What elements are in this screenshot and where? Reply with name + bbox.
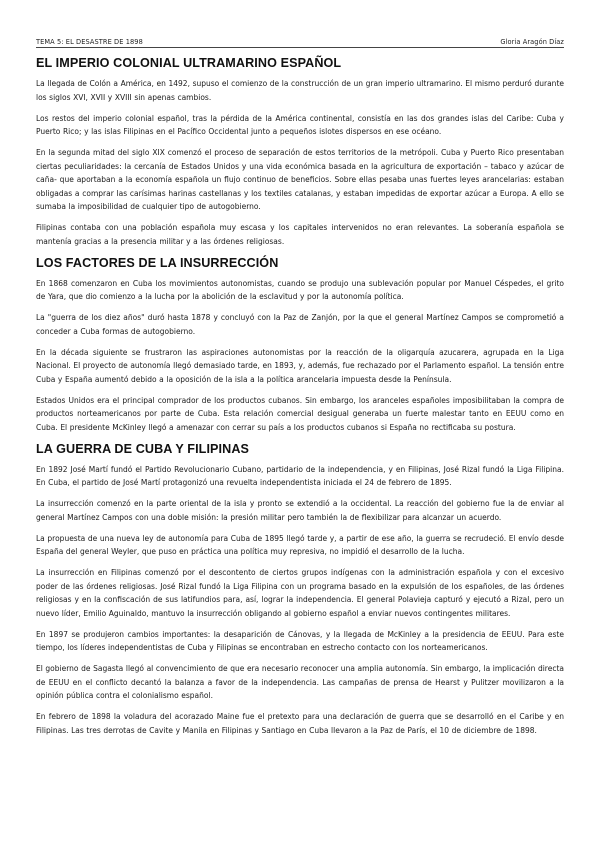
page-header: [36, 38, 564, 46]
paragraph: Filipinas contaba con una población española muy escasa y los capitales intervenidos no eran relevantes. La soberanía española se mantenía gracias a la presencia militar y a las órdenes religiosas.: [36, 223, 564, 246]
paragraph: Los restos del imperio colonial español, tras la pérdida de la América continental, consistía en las dos grandes islas del Caribe: Cuba y Puerto Rico; y las islas Filipinas en el Pacífico Occidental junto a pequeños islotes dispersos en ese océano.: [36, 113, 564, 136]
paragraph: En 1897 se produjeron cambios importantes: la desaparición de Cánovas, y la llegada de McKinley a la presidencia de EEUU. Para este tiempo, los líderes independentistas de Cuba y Filipinas se encontraban en estrecho contacto con los norteamericanos.: [36, 629, 564, 652]
paragraph: En febrero de 1898 la voladura del acorazado Maine fue el pretexto para una declaración de guerra que se desarrolló en el Caribe y en Filipinas. Las tres derrotas de Cavite y Manila en Filipinas y Santiago en Cuba llevaron a la Paz de París, el 10 de diciembre de 1898.: [36, 712, 564, 735]
header-topic: TEMA 5: EL DESASTRE DE 1898: [36, 38, 143, 46]
paragraph: La llegada de Colón a América, en 1492, supuso el comienzo de la construcción de un gran imperio ultramarino. El mismo perduró durante los siglos XVI, XVII y XVIII sin apenas cambios.: [36, 79, 564, 102]
header-rule: [36, 47, 564, 48]
document-body: [36, 52, 564, 745]
paragraph: El gobierno de Sagasta llegó al convencimiento de que era necesario reconocer una amplia autonomía. Sin embargo, la implicación directa de EEUU en el conflicto decantó la balanza a favor de la independencia. Las campañas de prensa de Hearst y Pulitzer movilizaron a la opinión pública contra el colonialismo español.: [36, 664, 564, 700]
paragraph: La "guerra de los diez años" duró hasta 1878 y concluyó con la Paz de Zanjón, por la que el general Martínez Campos se comprometió a conceder a Cuba formas de autogobierno.: [36, 313, 564, 336]
paragraph: La insurrección comenzó en la parte oriental de la isla y pronto se extendió a la occidental. La reacción del gobierno fue la de enviar al general Martínez Campos con una doble misión: la presión militar pero también la de flexibilizar para alcanzar un acuerdo.: [36, 499, 564, 522]
section-title-factores: LOS FACTORES DE LA INSURRECCIÓN: [36, 255, 279, 270]
paragraph: En 1892 José Martí fundó el Partido Revolucionario Cubano, partidario de la independencia, y en Filipinas, José Rizal fundó la Liga Filipina. En Cuba, el partido de José Martí protagonizó una revuelta independentista iniciada el 24 de febrero de 1895.: [36, 464, 564, 487]
paragraph: La propuesta de una nueva ley de autonomía para Cuba de 1895 llegó tarde y, a partir de ese año, la guerra se recrudeció. El envío desde España del general Weyler, que puso en práctica una política muy represiva, no impidió el desarrollo de la lucha.: [36, 533, 564, 556]
paragraph: La insurrección en Filipinas comenzó por el descontento de ciertos grupos indígenas con la administración española y con el excesivo poder de las órdenes religiosas. José Rizal fundó la Liga Filipina con un programa basado en la expulsión de los españoles, de las órdenes religiosas y en la confiscación de sus latifundios para, así, lograr la independencia. El general Polavieja capturó y ejecutó a Rizal, pero un nuevo líder, Emilio Aguinaldo, mantuvo la insurrección obligando al gobierno español a enviar nuevos contingentes militares.: [36, 568, 564, 618]
section-title-guerra: LA GUERRA DE CUBA Y FILIPINAS: [36, 441, 250, 456]
paragraph: En la segunda mitad del siglo XIX comenzó el proceso de separación de estos territorios de la metrópoli. Cuba y Puerto Rico presentaban ciertas peculiaridades: la cercanía de Estados Unidos y una vida económica basada en la agricultura de exportación – tabaco y azúcar de caña- que aportaban a la economía española un flujo continuo de beneficios. Sobre ellas pesaba unas fuertes leyes arancelarias: estaban obligadas a comprar las carísimas harinas castellanas y los textiles catalanas, y estaban impedidas de exportar azúcar a Europa. A ello se sumaba la imposibilidad de cualquier tipo de autogobierno.: [36, 148, 564, 211]
section-title-imperio: EL IMPERIO COLONIAL ULTRAMARINO ESPAÑOL: [36, 56, 342, 70]
header-author: Gloria Aragón Díaz: [500, 38, 564, 46]
paragraph: En 1868 comenzaron en Cuba los movimientos autonomistas, cuando se produjo una sublevación popular por Manuel Céspedes, el grito de Yara, que dio comienzo a la lucha por la abolición de la esclavitud y por la autonomía política.: [36, 278, 564, 301]
paragraph: Estados Unidos era el principal comprador de los productos cubanos. Sin embargo, los aranceles españoles imposibilitaban la compra de productos norteamericanos por parte de Cuba. Esta relación comercial desigual generaba un fuerte malestar tanto en EEUU como en Cuba. El presidente McKinley llegó a amenazar con cerrar su país a los productos cubanos si España no rectificaba su postura.: [36, 395, 564, 432]
paragraph: En la década siguiente se frustraron las aspiraciones autonomistas por la reacción de la oligarquía azucarera, agrupada en la Liga Nacional. El proyecto de autonomía llegó demasiado tarde, en 1893, y, además, fue rechazado por el Parlamento español. La tensión entre Cuba y España aumentó debido a la oposición de la isla a la política arancelaria impuesta desde la Península.: [36, 347, 565, 384]
